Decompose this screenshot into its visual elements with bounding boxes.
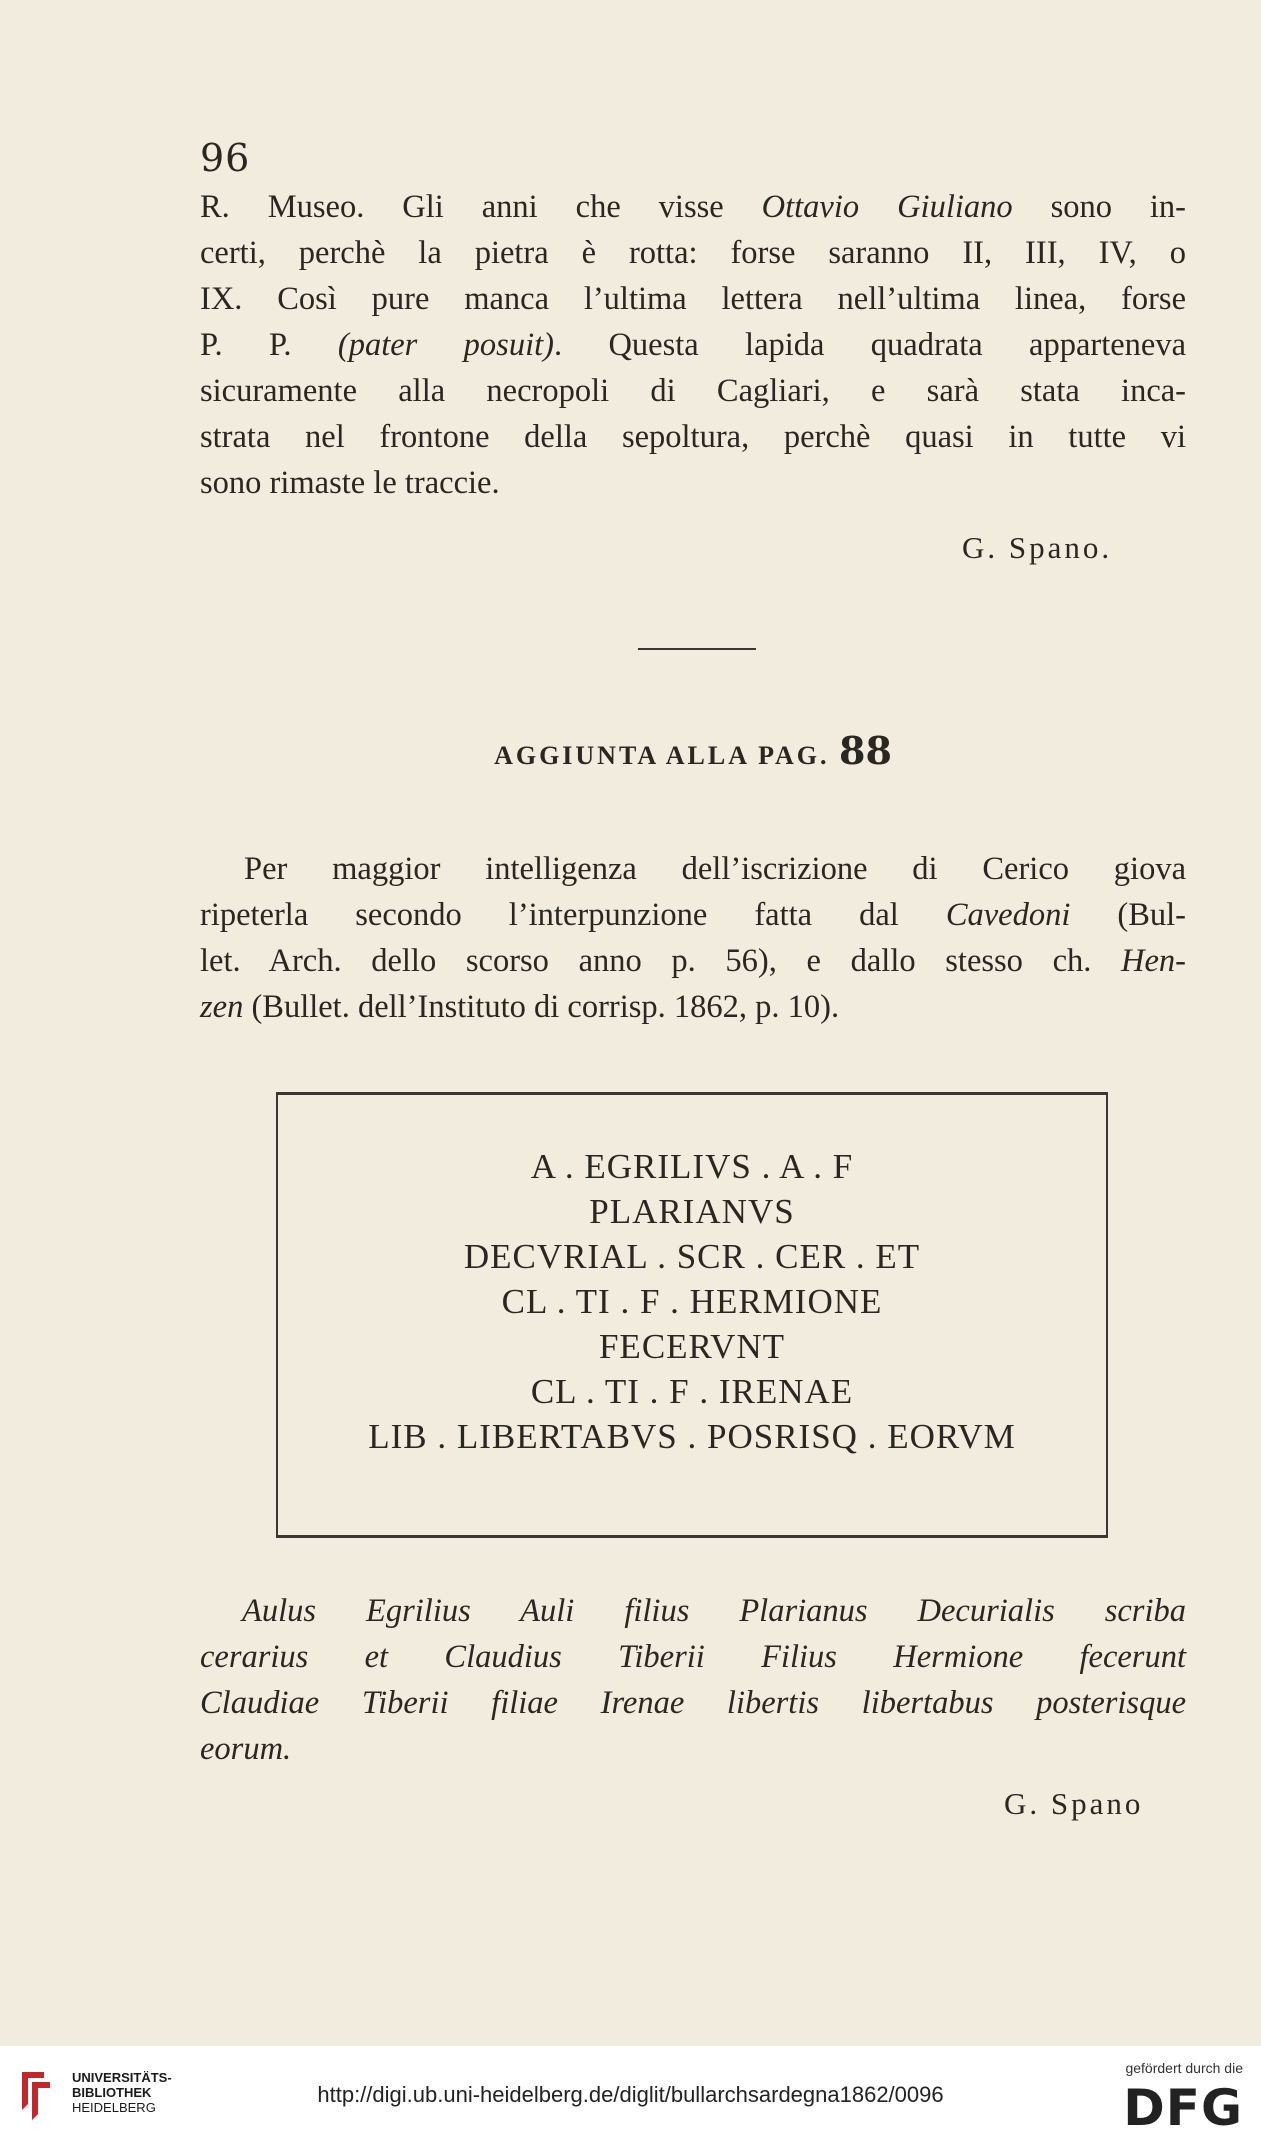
text-line: Per maggior intelligenza dell’iscrizione di Cerico giova bbox=[244, 851, 1186, 887]
paragraph-1 bbox=[200, 184, 1186, 514]
text-line: certi, perchè la pietra è rotta: forse saranno II, III, IV, o bbox=[200, 235, 1186, 271]
text-line: IX. Così pure manca l’ultima lettera nell’ultima linea, forse bbox=[200, 281, 1186, 317]
translation bbox=[200, 1588, 1186, 1778]
signature-1: G. Spano. bbox=[962, 530, 1113, 565]
page-number: 96 bbox=[200, 136, 251, 180]
section-divider bbox=[638, 648, 756, 650]
text-line: eorum. bbox=[200, 1731, 292, 1767]
inscription-line: FECERVNT bbox=[598, 1327, 786, 1366]
inscription-line: CL . TI . F . IRENAE bbox=[530, 1372, 854, 1411]
inscription-line: PLARIANVS bbox=[589, 1192, 795, 1231]
inscription-line: CL . TI . F . HERMIONE bbox=[501, 1282, 883, 1321]
section-heading: AGGIUNTA ALLA PAG. 88 bbox=[494, 728, 892, 773]
inscription-box bbox=[276, 1092, 1108, 1538]
text-line: P. P. (pater posuit). Questa lapida quadrata apparteneva bbox=[200, 327, 1186, 363]
text-line: R. Museo. Gli anni che visse Ottavio Giuliano sono in- bbox=[200, 189, 1187, 225]
funded-by-label: gefördert durch die bbox=[1125, 2060, 1243, 2076]
text-line: sicuramente alla necropoli di Cagliari, e sarà stata inca- bbox=[200, 373, 1186, 409]
text-line: ripeterla secondo l’interpunzione fatta dal Cavedoni (Bul- bbox=[200, 897, 1186, 933]
text-line: cerarius et Claudius Tiberii Filius Hermione fecerunt bbox=[200, 1639, 1186, 1675]
text-line: strata nel frontone della sepoltura, perchè quasi in tutte vi bbox=[200, 419, 1186, 455]
footer-bar bbox=[0, 2046, 1261, 2140]
library-name: UNIVERSITÄTS- BIBLIOTHEK HEIDELBERG bbox=[72, 2070, 172, 2115]
inscription-line: DECVRIAL . SCR . CER . ET bbox=[463, 1237, 921, 1276]
text-line: sono rimaste le traccie. bbox=[200, 465, 500, 501]
inscription-line: LIB . LIBERTABVS . POSRISQ . EORVM bbox=[368, 1417, 1016, 1456]
text-line: zen (Bullet. dell’Instituto di corrisp. 1862, p. 10). bbox=[200, 989, 840, 1025]
text-line: let. Arch. dello scorso anno p. 56), e dallo stesso ch. Hen- bbox=[200, 943, 1186, 979]
source-url-link[interactable]: http://digi.ub.uni-heidelberg.de/diglit/bullarchsardegna1862/0096 bbox=[317, 2082, 944, 2107]
dfg-logo: DFG bbox=[1123, 2079, 1243, 2137]
text-line: Aulus Egrilius Auli filius Plarianus Decurialis scriba bbox=[242, 1593, 1186, 1629]
text-line: Claudiae Tiberii filiae Irenae libertis libertabus posterisque bbox=[200, 1685, 1186, 1721]
paragraph-2 bbox=[200, 846, 1186, 1036]
signature-2: G. Spano bbox=[1004, 1786, 1144, 1821]
inscription-line: A . EGRILIVS . A . F bbox=[530, 1147, 854, 1186]
